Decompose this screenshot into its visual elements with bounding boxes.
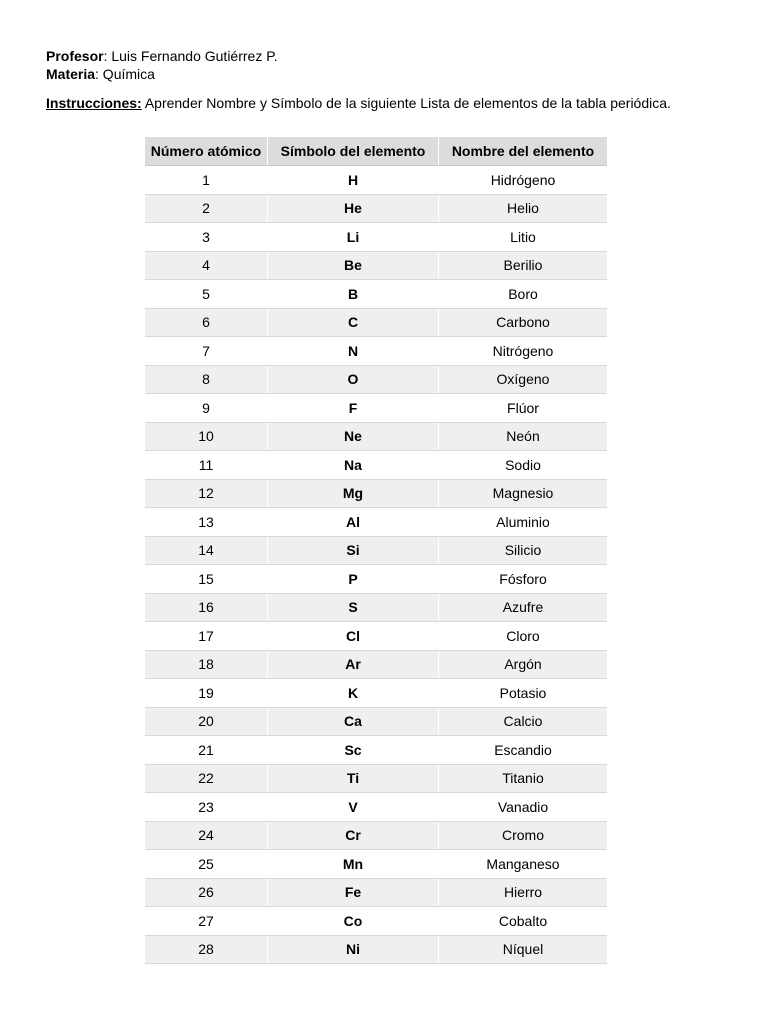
atomic-number-cell: 13	[145, 508, 268, 537]
element-name-cell: Manganeso	[439, 850, 608, 879]
atomic-number-cell: 28	[145, 935, 268, 964]
element-symbol-cell: Ni	[268, 935, 439, 964]
atomic-number-cell: 21	[145, 736, 268, 765]
element-symbol-cell: Ar	[268, 650, 439, 679]
table-row	[145, 365, 607, 394]
atomic-number-cell: 10	[145, 422, 268, 451]
element-name-cell: Helio	[439, 194, 608, 223]
element-symbol-cell: Na	[268, 451, 439, 480]
document-header	[46, 47, 278, 83]
table-row	[145, 764, 607, 793]
element-symbol-cell: B	[268, 280, 439, 309]
atomic-number-cell: 8	[145, 365, 268, 394]
table-row	[145, 166, 607, 195]
element-name-cell: Potasio	[439, 679, 608, 708]
header-atomic-number: Número atómico	[145, 137, 268, 166]
materia-line	[46, 65, 278, 83]
element-symbol-cell: N	[268, 337, 439, 366]
atomic-number-cell: 22	[145, 764, 268, 793]
element-symbol-cell: Be	[268, 251, 439, 280]
atomic-number-cell: 5	[145, 280, 268, 309]
atomic-number-cell: 20	[145, 707, 268, 736]
profesor-line	[46, 47, 278, 65]
element-symbol-cell: H	[268, 166, 439, 195]
element-symbol-cell: C	[268, 308, 439, 337]
atomic-number-cell: 25	[145, 850, 268, 879]
table-row	[145, 679, 607, 708]
element-name-cell: Cromo	[439, 821, 608, 850]
element-symbol-cell: Li	[268, 223, 439, 252]
atomic-number-cell: 3	[145, 223, 268, 252]
materia-value: : Química	[95, 66, 155, 82]
element-name-cell: Vanadio	[439, 793, 608, 822]
table-row	[145, 793, 607, 822]
element-name-cell: Titanio	[439, 764, 608, 793]
table-row	[145, 622, 607, 651]
table-row	[145, 508, 607, 537]
instructions-text: Aprender Nombre y Símbolo de la siguiente Lista de elementos de la tabla periódica.	[141, 95, 671, 111]
element-symbol-cell: F	[268, 394, 439, 423]
element-symbol-cell: V	[268, 793, 439, 822]
instructions	[46, 94, 671, 112]
materia-label: Materia	[46, 66, 96, 82]
table-row	[145, 536, 607, 565]
element-name-cell: Hierro	[439, 878, 608, 907]
atomic-number-cell: 15	[145, 565, 268, 594]
element-symbol-cell: He	[268, 194, 439, 223]
element-name-cell: Níquel	[439, 935, 608, 964]
table-row	[145, 280, 607, 309]
table-row	[145, 850, 607, 879]
table-header-row	[145, 137, 607, 166]
element-symbol-cell: S	[268, 593, 439, 622]
element-name-cell: Nitrógeno	[439, 337, 608, 366]
instructions-label: Instrucciones:	[46, 95, 142, 111]
table-row	[145, 878, 607, 907]
element-symbol-cell: Al	[268, 508, 439, 537]
element-name-cell: Calcio	[439, 707, 608, 736]
element-symbol-cell: Sc	[268, 736, 439, 765]
element-symbol-cell: Ca	[268, 707, 439, 736]
table-row	[145, 593, 607, 622]
element-name-cell: Escandio	[439, 736, 608, 765]
table-row	[145, 394, 607, 423]
table-row	[145, 223, 607, 252]
elements-table	[145, 137, 607, 964]
element-symbol-cell: Co	[268, 907, 439, 936]
element-name-cell: Fósforo	[439, 565, 608, 594]
element-symbol-cell: P	[268, 565, 439, 594]
profesor-value: : Luis Fernando Gutiérrez P.	[103, 48, 278, 64]
atomic-number-cell: 14	[145, 536, 268, 565]
element-name-cell: Berilio	[439, 251, 608, 280]
atomic-number-cell: 9	[145, 394, 268, 423]
element-name-cell: Aluminio	[439, 508, 608, 537]
atomic-number-cell: 11	[145, 451, 268, 480]
element-name-cell: Sodio	[439, 451, 608, 480]
element-symbol-cell: Fe	[268, 878, 439, 907]
atomic-number-cell: 4	[145, 251, 268, 280]
element-name-cell: Cloro	[439, 622, 608, 651]
element-name-cell: Hidrógeno	[439, 166, 608, 195]
atomic-number-cell: 16	[145, 593, 268, 622]
table-row	[145, 935, 607, 964]
element-symbol-cell: Si	[268, 536, 439, 565]
element-symbol-cell: Ne	[268, 422, 439, 451]
atomic-number-cell: 12	[145, 479, 268, 508]
atomic-number-cell: 19	[145, 679, 268, 708]
table-row	[145, 565, 607, 594]
element-symbol-cell: O	[268, 365, 439, 394]
table-row	[145, 422, 607, 451]
header-element-symbol: Símbolo del elemento	[268, 137, 439, 166]
atomic-number-cell: 23	[145, 793, 268, 822]
table-row	[145, 251, 607, 280]
table-row	[145, 736, 607, 765]
profesor-label: Profesor	[46, 48, 104, 64]
table-row	[145, 907, 607, 936]
element-name-cell: Oxígeno	[439, 365, 608, 394]
table-row	[145, 308, 607, 337]
element-symbol-cell: Cr	[268, 821, 439, 850]
atomic-number-cell: 17	[145, 622, 268, 651]
atomic-number-cell: 27	[145, 907, 268, 936]
element-name-cell: Magnesio	[439, 479, 608, 508]
header-element-name: Nombre del elemento	[439, 137, 608, 166]
table-row	[145, 479, 607, 508]
element-name-cell: Flúor	[439, 394, 608, 423]
table-row	[145, 650, 607, 679]
element-name-cell: Carbono	[439, 308, 608, 337]
atomic-number-cell: 24	[145, 821, 268, 850]
atomic-number-cell: 26	[145, 878, 268, 907]
atomic-number-cell: 6	[145, 308, 268, 337]
element-name-cell: Azufre	[439, 593, 608, 622]
table-row	[145, 707, 607, 736]
element-symbol-cell: Cl	[268, 622, 439, 651]
table-row	[145, 451, 607, 480]
element-symbol-cell: Ti	[268, 764, 439, 793]
element-name-cell: Argón	[439, 650, 608, 679]
element-name-cell: Silicio	[439, 536, 608, 565]
element-symbol-cell: Mg	[268, 479, 439, 508]
table-row	[145, 821, 607, 850]
table-body	[145, 166, 607, 964]
element-symbol-cell: Mn	[268, 850, 439, 879]
element-name-cell: Neón	[439, 422, 608, 451]
table-row	[145, 194, 607, 223]
atomic-number-cell: 7	[145, 337, 268, 366]
atomic-number-cell: 18	[145, 650, 268, 679]
table-row	[145, 337, 607, 366]
atomic-number-cell: 1	[145, 166, 268, 195]
element-name-cell: Cobalto	[439, 907, 608, 936]
element-name-cell: Litio	[439, 223, 608, 252]
element-symbol-cell: K	[268, 679, 439, 708]
element-name-cell: Boro	[439, 280, 608, 309]
atomic-number-cell: 2	[145, 194, 268, 223]
